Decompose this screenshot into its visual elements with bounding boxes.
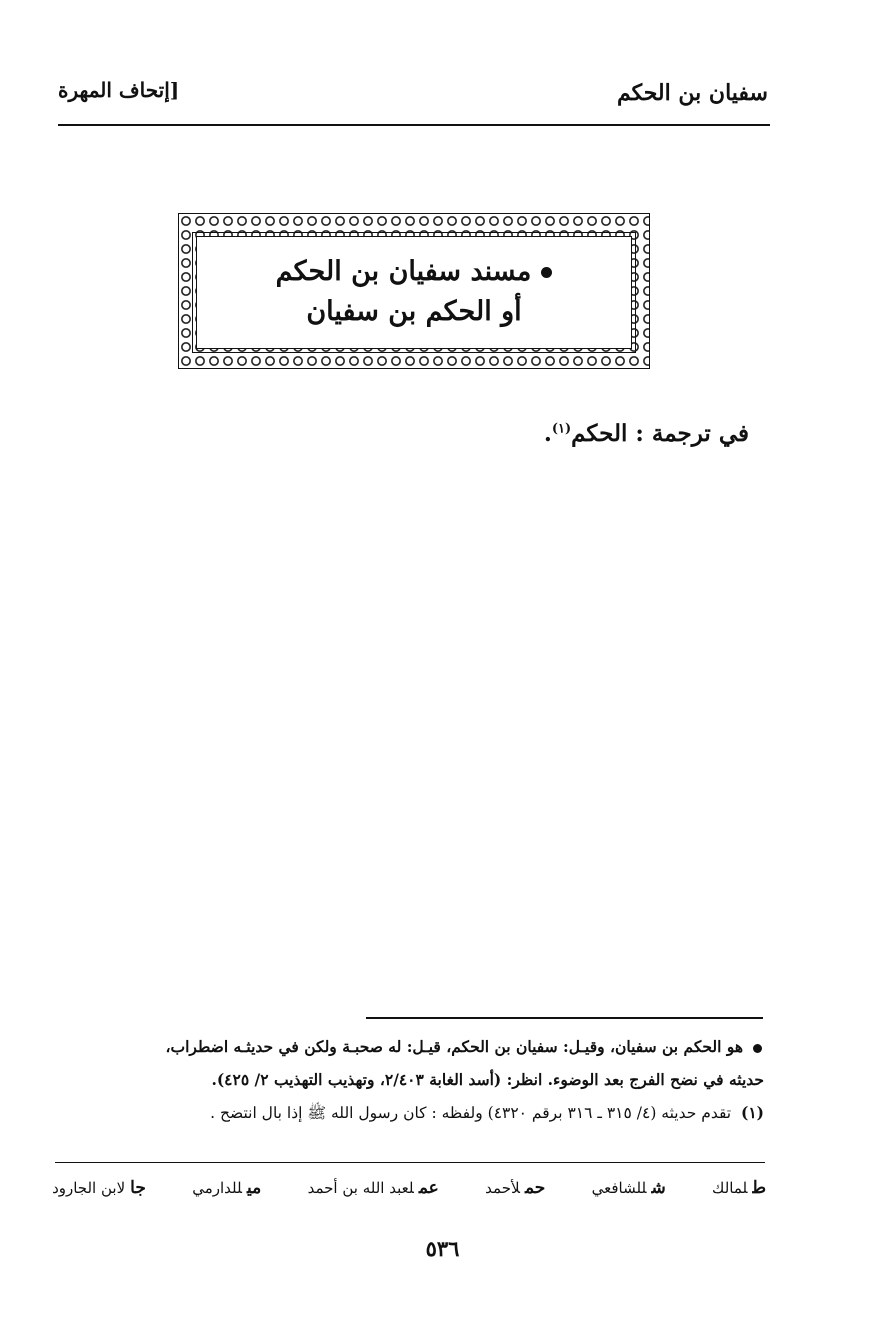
body-text: في ترجمة : الحكم — [571, 420, 749, 447]
abbreviations-key — [52, 1178, 766, 1198]
body-paragraph — [544, 420, 749, 447]
abbreviation-item: ميللدارمي — [192, 1178, 262, 1198]
footnote-1-text: تقدم حديثه (٤/ ٣١٥ ـ ٣١٦ برقم ٤٣٢٠) ولفظه : كان رسول الله ﷺ إذا بال انتضح . — [210, 1104, 732, 1122]
header-rule — [58, 124, 770, 126]
body-end-punct: . — [543, 420, 552, 447]
bullet-icon — [541, 267, 552, 278]
footnote-rule — [366, 1017, 763, 1019]
running-title: سفيان بن الحكم — [616, 80, 768, 106]
book-title: [إتحاف المهرة — [58, 78, 180, 102]
footnote-bio-line-2: حديثه في نضح الفرج بعد الوضوء. انظر: (أسد الغابة ٢/٤٠٣، وتهذيب التهذيب ٢/ ٤٢٥). — [211, 1070, 764, 1089]
footnote-bio-line-1: هو الحكم بن سفيان، وقيـل: سفيان بن الحكم، قيـل: له صحبـة ولكن في حديثـه اضطراب، — [52, 1030, 764, 1063]
section-title — [196, 252, 632, 332]
footnote-reference: (١) — [551, 421, 572, 437]
section-title-line-2: أو الحكم بن سفيان — [306, 296, 522, 327]
abbreviation-item: حملأحمد — [485, 1178, 546, 1198]
section-title-line-1: مسند سفيان بن الحكم — [196, 252, 632, 292]
abbreviation-item: عملعبد الله بن أحمد — [307, 1178, 439, 1198]
footnote-1 — [52, 1096, 764, 1130]
abbreviations-rule — [55, 1162, 765, 1163]
footnotes — [52, 1030, 764, 1130]
footnote-1-number: (١) — [740, 1103, 764, 1122]
abbreviation-item: طلمالك — [712, 1178, 766, 1198]
bullet-icon — [753, 1044, 762, 1053]
abbreviation-item: جالابن الجارود — [52, 1178, 146, 1198]
page-number: ٥٣٦ — [425, 1236, 460, 1261]
abbreviation-item: شللشافعي — [591, 1178, 666, 1198]
running-header — [58, 74, 770, 114]
